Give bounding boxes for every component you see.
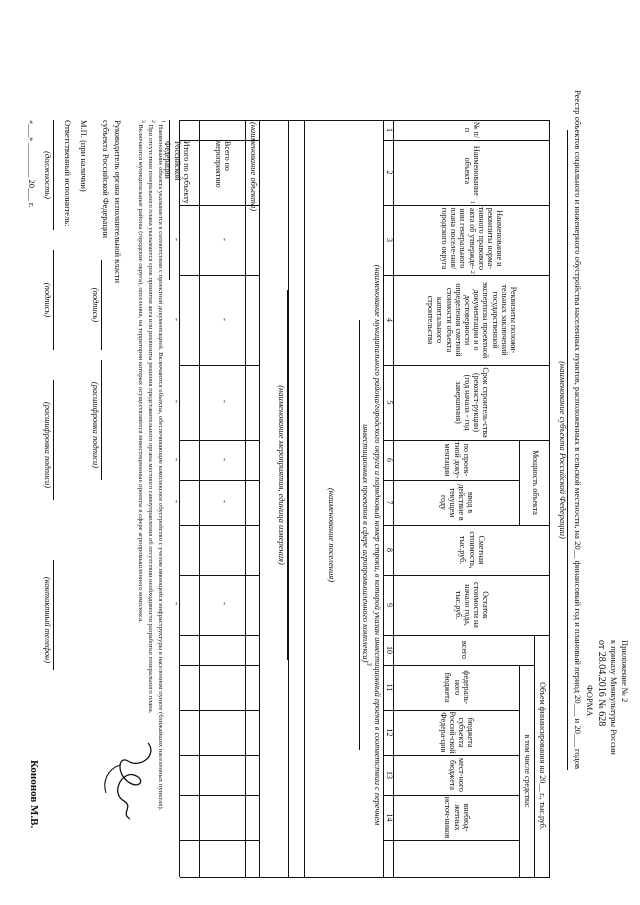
cell-dash: - — [220, 602, 230, 605]
header-power-current: ввод в действие в текущем году — [438, 484, 476, 521]
col-number: 12 — [384, 728, 394, 737]
col-number: 11 — [384, 683, 394, 692]
header-power: Мощность объекта — [530, 450, 540, 515]
col-number: 10 — [384, 646, 394, 654]
col-number: 6 — [384, 458, 394, 462]
col-number: 9 — [384, 603, 394, 607]
appendix-line-3: от 28.04.2016 № 628 — [595, 640, 607, 727]
header-num: № п/п — [463, 121, 482, 139]
header-object-name — [394, 140, 550, 205]
cell-dash: - — [172, 500, 182, 503]
sign-caption: (подпись) — [91, 287, 101, 323]
col-number: 8 — [384, 548, 394, 552]
sign-caption-2: (подпись) — [43, 282, 53, 318]
appendix-line-1: Приложение № 2 — [620, 640, 630, 703]
cell-dash: - — [220, 400, 230, 403]
position-caption: (должность) — [43, 151, 53, 199]
header-total: всего — [460, 640, 470, 659]
mp-label: М.П. (при наличии) — [79, 120, 89, 192]
settlement-caption: (наименование поселения) — [327, 487, 337, 583]
municipal-caption — [361, 250, 382, 840]
cell-dash: - — [172, 318, 182, 321]
row-total-subject-label: Итого по субъекту Российской Федерации — [163, 141, 191, 204]
footnote-mark-2: 2 — [468, 270, 476, 274]
cell-dash: - — [172, 458, 182, 461]
header-federal: федераль-ного бюджета — [443, 670, 471, 705]
header-local: мест-ного бюджета — [448, 758, 467, 792]
date-line: «___» ________ 20___ г. — [27, 120, 37, 208]
measure-caption: (наименование мероприятия, единица измерения) — [277, 385, 287, 565]
header-remain: Остаток стоимости на начало года, тыс.руб. — [453, 582, 491, 628]
header-act-text: Наименование и реквизиты норма-тивного правового акта об утвержде-нии генерального плана поселе-ния/городского округа — [440, 206, 505, 270]
footnote-mark-1: 1 — [468, 200, 476, 204]
executor-label: Ответственный исполнитель: — [63, 120, 73, 227]
footnote-1: $^1$ Наименование объекта указывается в соответствии с проектной документацией. Включаются объекты, обеспечивающие комплексное обустройство с учетом имеющейся инфраструктуры в населенном пункте (ближайших населенных пунктах). — [156, 120, 166, 811]
header-cost: Сметная стоимость, тыс.руб. — [458, 531, 486, 569]
decode-caption: (расшифровка подписи) — [91, 381, 101, 469]
col-number: 4 — [384, 318, 394, 322]
header-expertise: Реквизиты положи-тельных заключений государственной экспертизы проектной документации и о достоверности определения сметной стоимости объекта капитального строительства — [426, 281, 518, 359]
form-label: ФОРМА — [584, 685, 595, 717]
col-number: 5 — [384, 400, 394, 405]
footnote-3: $^3$ Включаются муниципальные районы (городские округа), поселения, на территории которых осуществляются инвестиционные проекты в сфере агропромышленного комплекса. — [136, 120, 146, 623]
col-number: 2 — [384, 170, 394, 175]
col-number: 1 — [384, 128, 394, 132]
appendix-block — [584, 640, 630, 840]
handwritten-signature — [90, 735, 160, 825]
municipal-caption-text: (наименование муниципального района/городского округа и порядковый номер строки, в которой указан инвестиционный проект в соответствии с перечнем инвестиционных проектов в сфере агропромышленного комплекса) — [361, 264, 382, 826]
col-number: 14 — [384, 813, 394, 822]
header-term: Срок строитель-ства (реконст-рукции) (год начала - год завершения) — [453, 367, 491, 438]
phone-caption: (контактный телефон) — [43, 576, 53, 664]
signer-name: Кононов М.В. — [28, 760, 40, 829]
footnote-2-text: При отсутствии генерального плана указывается срок принятия акта или реквизиты решения представительного органа местного самоуправления об отсутствии необходимости разработки генерального плана. — [146, 124, 154, 714]
cell-dash: - — [220, 500, 230, 503]
row-total-event-label: Всего по мероприятию — [214, 141, 233, 188]
header-act — [394, 205, 550, 275]
appendix-line-2: к приказу Минкультуры России — [608, 640, 619, 755]
col-number: 3 — [384, 238, 394, 242]
header-subject-budget: бюджета субъекта Россий-ской Федера-ции — [438, 711, 476, 754]
footnote-3-text: Включаются муниципальные районы (городские округа), поселения, на территории которых осуществляются инвестиционные проекты в сфере агропромышленного комплекса. — [136, 124, 144, 623]
footnote-mark-3: 3 — [365, 662, 373, 666]
registry-table — [163, 120, 550, 877]
col-number: 13 — [384, 771, 394, 779]
col-number: 7 — [384, 500, 394, 505]
header-extra: внебюд-жетных источ-ников — [443, 796, 471, 839]
cell-dash: - — [220, 238, 230, 241]
cell-dash: - — [172, 238, 182, 241]
header-finance: Объем финансирования на 20__ г., тыс.руб. — [538, 682, 548, 830]
page-title: Реестр объектов социального и инженерного обустройства населенных пунктов, расположенных в сельской местности, на 20__ финансовый год и плановый период 20___ и 20___ годов — [573, 90, 583, 770]
cell-dash: - — [220, 458, 230, 461]
head-title-1: Руководитель органа исполнительной власти — [113, 120, 123, 284]
decode-caption-2: (расшифровка подписи) — [43, 401, 53, 489]
footnote-2: $^2$ При отсутствии генерального плана указывается срок принятия акта или реквизиты решения представительного органа местного самоуправления об отсутствии необходимости разработки генерального плана. — [146, 120, 156, 714]
header-power-project: по проек-тной доку-ментации — [443, 441, 471, 479]
header-object-name-text: Наименование объекта — [463, 145, 482, 196]
footnote-1-text: Наименование объекта указывается в соответствии с проектной документацией. Включаются объекты, обеспечивающие комплексное обустройство с учетом имеющейся инфраструктуры в населенном пункте (ближайших населенных пунктах). — [156, 124, 164, 811]
object-caption: (наименование объекта) — [249, 122, 259, 212]
subject-caption: (наименование субъекта Российской Федерации) — [558, 361, 568, 539]
header-including: в том числе средства: — [523, 734, 533, 808]
cell-dash: - — [220, 318, 230, 321]
cell-dash: - — [172, 400, 182, 403]
cell-dash: - — [172, 602, 182, 605]
head-title-2: субъекта Российской Федерации — [101, 120, 111, 238]
